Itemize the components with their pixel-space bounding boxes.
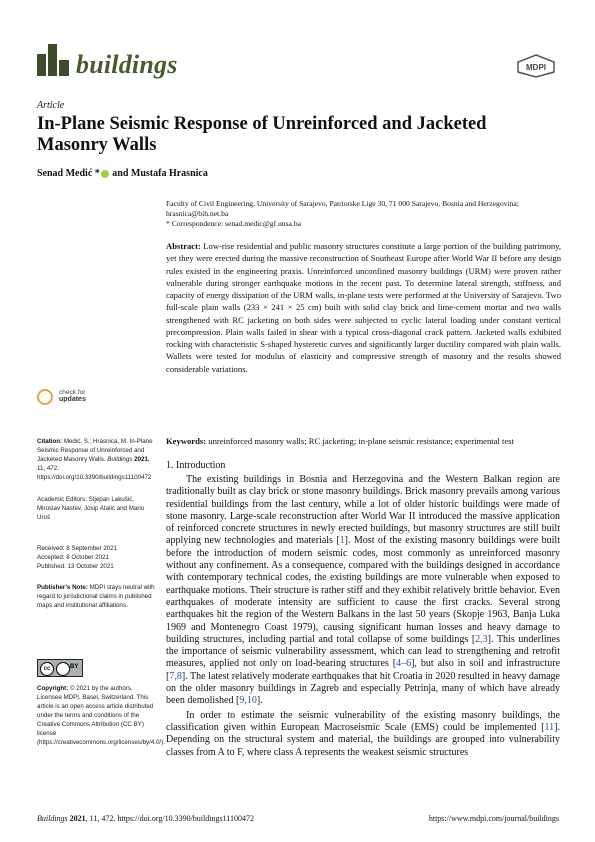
cc-logo-text: cc: [40, 662, 54, 676]
editors-names: Stjepan Lakušić, Miroslav Nastev, Josip Atalić and Mario Uroš: [37, 496, 145, 521]
citation-ref[interactable]: 9,10: [239, 695, 257, 707]
journal-name: buildings: [76, 50, 178, 79]
footer-url[interactable]: https://www.mdpi.com/journal/buildings: [428, 814, 559, 823]
keywords: [166, 436, 561, 447]
cc-by-icon[interactable]: [37, 659, 83, 677]
journal-logo: [37, 44, 69, 76]
keywords-text: unreinforced masonry walls; RC jacketing; in-plane seismic resistance; experimental test: [208, 436, 514, 446]
affiliation-line: Faculty of Civil Engineering, University of Sarajevo, Patriotske Lige 30, 71 000 Sarajevo, Bosnia and Herzegovina;: [166, 199, 519, 208]
citation-text: Medić, S.; Hrasnica, M. In-Plane Seismic Response of Unreinforced and Jacketed Masonry Walls.: [37, 438, 153, 463]
abstract-text: Low-rise residential and public masonry structures constitute a large portion of the building patrimony, yet they were erected during the massive reconstruction of Southeast Europe after World War II before any design rules existed in the engineering praxis. Unreinforced unconfined masonry buildings (URM) were proven rather vulnerable during stronger earthquake motions in the recent past. To determine lateral strength, stiffness, and capacity of energy dissipation of the URM walls, in-plane tests were performed at the University of Sarajevo. Two full-scale plain walls (233 × 241 × 25 cm) built with solid clay brick and lime-cement mortar and two walls strengthened with RC jacketing on both sides were subjected to cyclic lateral loading under constant vertical precompression. Plain walls failed in shear with a typical cross-diagonal crack pattern. Jacketed walls exhibited rocking with characteristic S-shaped hysteretic curves and significantly larger ductility compared with plain walls. Wallets were tested for modulus of elasticity and compressive strength of masonry and the results showed considerable variations.: [166, 241, 561, 374]
copyright-label: Copyright:: [37, 685, 69, 692]
cc-by-text: BY: [70, 664, 79, 670]
citation-ref[interactable]: 11: [544, 721, 555, 733]
affiliation-email[interactable]: hrasnica@bih.net.ba: [166, 209, 229, 218]
author-connector: and: [112, 168, 129, 179]
section-heading: 1. Introduction: [166, 460, 226, 471]
citation-label: Citation:: [37, 438, 63, 445]
author-1[interactable]: Senad Medić: [37, 168, 93, 179]
article-type: Article: [37, 100, 65, 111]
date-received: Received: 8 September 2021: [37, 545, 118, 552]
citation-year: 2021: [134, 456, 148, 463]
date-accepted: Accepted: 8 October 2021: [37, 554, 109, 561]
citation-ref[interactable]: 1: [339, 535, 345, 547]
affiliations: [166, 199, 561, 229]
paragraph-1: The existing buildings in Bosnia and Herzegovina and the Western Balkan region are traditionally built as clay brick or stone masonry buildings. Brick masonry prevails among various residential buildings from the last century, while a lot of older historic buildings were made of stone masonry. Large-scale reconstruction after World War II introduced the massive application of reinforced concrete structures in newly erected buildings, but masonry structures are still built applying new technologies and materials [1]. Most of the existing masonry buildings were built before the introduction of modern seismic codes, most commonly as unreinforced masonry without any confinement. As a consequence, compared with the buildings designed in accordance with contemporary technical codes, the existing buildings are more vulnerable when exposed to earthquake motions. Their structure is rather stiff and they exhibit relatively brittle behavior. Even earthquakes of moderate intensity are sufficient to cause the first cracks. Several strong earthquakes hit the region of the Western Balkans in the last 50 years (Skopje 1963, Banja Luka 1969 and Montenegro Coast 1979), causing significant human losses and heavy damage to building structures, including partial and total collapse of some buildings [2,3]. This underlines the importance of seismic vulnerability assessment, which can lead to strengthening and retrofit measures, applied not only on load-bearing structures [4–6], but also in soil and infrastructure [7,8]. The latest relatively moderate earthquakes that hit Croatia in 2020 resulted in heavy damage on the older masonry buildings in Zagreb and especially Petrinja, many of which have already been demolished [9,10].: [166, 474, 561, 707]
keywords-label: Keywords:: [166, 436, 207, 446]
paper-title: In-Plane Seismic Response of Unreinforced and Jacketed Masonry Walls: [37, 114, 487, 155]
citation-journal: Buildings: [107, 456, 133, 463]
attribution-icon: [56, 662, 70, 676]
author-list: [37, 168, 208, 179]
mdpi-logo-text: MDPI: [526, 63, 546, 72]
editors-block: [37, 495, 157, 522]
citation-ref[interactable]: 7,8: [169, 670, 182, 682]
copyright-text: © 2021 by the authors. Licensee MDPI, Basel, Switzerland. This article is an open access article distributed under the terms and conditions of the Creative Commons Attribution (CC BY) license (https://creativecommons.org/licenses/by/4.0/).: [37, 685, 165, 746]
citation-block: [37, 437, 157, 482]
paragraph-2: In order to estimate the seismic vulnerability of the existing masonry buildings, the classification given within European Macroseismic Scale (EMS) could be implemented [11]. Depending on the structural system and material, the buildings are grouped into vulnerability classes from A to F, where class A represents the weakest seismic structures: [166, 709, 560, 758]
check-icon: [37, 389, 53, 405]
check-line2: updates: [59, 396, 86, 403]
body-text: [166, 474, 560, 759]
publisher-note: [37, 583, 157, 610]
page-footer: [37, 814, 559, 823]
date-published: Published: 13 October 2021: [37, 563, 114, 570]
check-for-updates-badge[interactable]: [37, 387, 157, 409]
corresponding-mark: *: [94, 168, 100, 179]
copyright-block: [37, 684, 165, 747]
mdpi-logo[interactable]: [516, 54, 556, 78]
publisher-note-text: MDPI stays neutral with regard to jurisdictional claims in published maps and institutional affiliations.: [37, 584, 155, 609]
citation-rest[interactable]: , 11, 472. https://doi.org/10.3390/buildings11100472: [37, 456, 152, 481]
abstract-label: Abstract:: [166, 241, 201, 251]
author-2[interactable]: Mustafa Hrasnica: [130, 168, 208, 179]
footer-journal: Buildings: [37, 814, 68, 823]
citation-ref[interactable]: 2,3: [475, 633, 488, 645]
editors-label: Academic Editors:: [37, 496, 87, 503]
check-line1: check for: [59, 389, 86, 396]
footer-doi[interactable]: , 11, 472. https://doi.org/10.3390/buildings11100472: [85, 814, 254, 823]
publisher-note-label: Publisher’s Note:: [37, 584, 88, 591]
footer-year: 2021: [69, 814, 86, 823]
citation-ref[interactable]: 4–6: [396, 658, 412, 670]
orcid-icon[interactable]: [101, 170, 109, 178]
dates-block: [37, 544, 157, 571]
correspondence[interactable]: * Correspondence: senad.medic@gf.unsa.ba: [166, 219, 301, 228]
abstract: [166, 240, 561, 375]
